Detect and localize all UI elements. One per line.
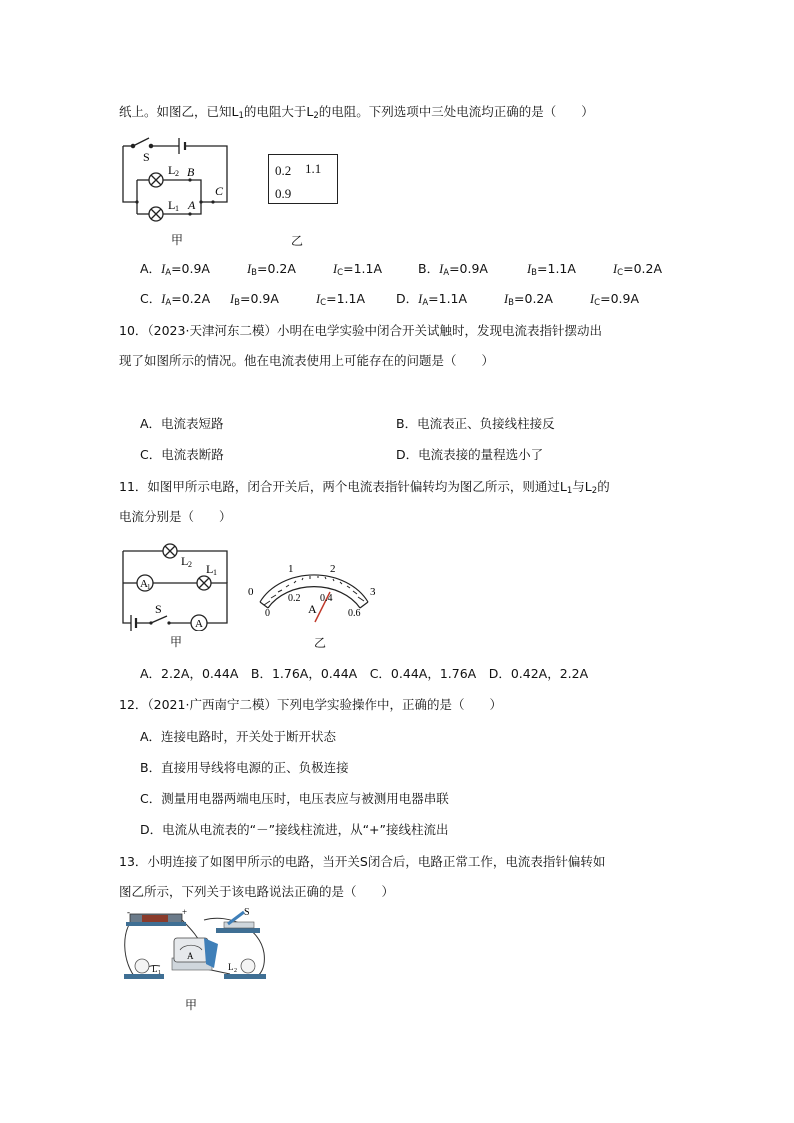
q9-caption-yi: 乙 [291, 234, 304, 248]
q9-stem [119, 103, 594, 125]
q9-option-c-ib: $I_B=0.9A$ [230, 291, 279, 308]
q13-switch-label: S [244, 908, 250, 918]
q9-box-value-2: 1.1 [305, 161, 322, 176]
q12-option-d: D．电流从电流表的“－”接线柱流进，从“+”接线柱流出 [140, 822, 449, 837]
q11-stem-line2: 电流分别是（ ） [119, 509, 232, 524]
q12-option-a: A．连接电路时，开关处于断开状态 [140, 729, 337, 744]
q13-ammeter-label: A [187, 951, 194, 961]
q11-label-L1-sub: 1 [213, 568, 217, 577]
q12-option-b: B．直接用导线将电源的正、负极连接 [140, 760, 349, 775]
q9-option-a: A．$I_A=0.9A$ [140, 261, 210, 278]
q11-dial-bottom-0.6: 0.6 [348, 608, 361, 619]
q9-sub-2: 2 [313, 111, 319, 121]
q9-stem-text-a: 纸上。如图乙，已知L [119, 104, 239, 119]
q9-sub-1: 1 [238, 111, 244, 121]
q13-label-L1-sub: 1 [158, 970, 161, 976]
q13-label-L1: L [152, 964, 158, 974]
q10-option-c: C．电流表断路 [140, 447, 224, 462]
q10-option-b: B．电流表正、负接线柱接反 [396, 416, 555, 431]
q11-dial-unit: A [308, 602, 317, 616]
q12-stem: 12．（2021·广西南宁二模）下列电学实验操作中，正确的是（ ） [119, 697, 502, 712]
q9-option-a-ib: $I_B=0.2A$ [247, 261, 296, 278]
q11-ammeter-a1: A [140, 578, 148, 590]
q13-label-L2: L [228, 962, 234, 972]
q11-ammeter-dial-yi [244, 560, 384, 626]
q11-dial-top-1: 1 [288, 563, 294, 575]
q11-options: A．2.2A，0.44A B．1.76A，0.44A C．0.44A，1.76A D．0.42A，2.2A [140, 666, 589, 681]
q9-option-b: B．$I_A=0.9A$ [418, 261, 488, 278]
q9-label-A: A [188, 198, 196, 212]
q11-ammeter-a: A [195, 618, 203, 630]
q9-option-c-ic: $I_C=1.1A$ [316, 291, 366, 308]
q11-dial-top-3: 3 [370, 586, 376, 598]
q11-caption-yi: 乙 [314, 636, 327, 650]
q12-option-c: C．测量用电器两端电压时，电压表应与被测用电器串联 [140, 791, 449, 806]
q11-dial-bottom-0: 0 [265, 608, 270, 619]
q9-label-C: C [215, 184, 224, 198]
q11-label-L2-sub: 2 [188, 560, 192, 569]
q9-stem-text-c: 的电阻。下列选项中三处电流均正确的是（ ） [318, 104, 594, 119]
q11-dial-top-2: 2 [330, 563, 336, 575]
q11-dial-top-0: 0 [248, 586, 254, 598]
q9-option-d-ib: $I_B=0.2A$ [504, 291, 553, 308]
q9-option-b-ic: $I_C=0.2A$ [613, 261, 663, 278]
q13-stem-line1: 13．小明连接了如图甲所示的电路，当开关S闭合后，电路正常工作，电流表指针偏转如 [119, 854, 606, 869]
q9-option-d-ic: $I_C=0.9A$ [590, 291, 640, 308]
q13-circuit-photo-jia [120, 908, 270, 990]
q13-caption-jia: 甲 [185, 998, 198, 1012]
q9-box-value-3: 0.9 [275, 186, 292, 201]
q9-label-B: B [187, 165, 195, 179]
q11-dial-bottom-0.4: 0.4 [320, 593, 333, 604]
q11-ammeter-a1-sub: 1 [147, 583, 151, 591]
q10-option-a: A．电流表短路 [140, 416, 224, 431]
q9-label-L1-sub: 1 [175, 204, 179, 213]
q11-label-L2: L [181, 554, 189, 568]
q9-label-L2: L [168, 163, 176, 177]
q13-stem-line2: 图乙所示，下列关于该电路说法正确的是（ ） [119, 884, 395, 899]
q9-option-a-ic: $I_C=1.1A$ [333, 261, 383, 278]
q9-stem-text-b: 的电阻大于L [243, 104, 314, 119]
q9-circuit-jia [115, 132, 240, 224]
q9-label-S: S [143, 150, 150, 164]
q9-option-b-ib: $I_B=1.1A$ [527, 261, 576, 278]
q9-option-d: D．$I_A=1.1A$ [396, 291, 468, 308]
q13-battery-minus: - [127, 908, 130, 917]
q11-circuit-jia [115, 543, 237, 631]
q11-dial-bottom-0.2: 0.2 [288, 593, 301, 604]
q10-stem-line2: 现了如图所示的情况。他在电流表使用上可能存在的问题是（ ） [119, 353, 495, 368]
q9-label-L1: L [168, 198, 176, 212]
q11-stem-line1: 11．如图甲所示电路，闭合开关后，两个电流表指针偏转均为图乙所示，则通过$L_1$与$L_2$的 [119, 479, 610, 496]
q10-option-d: D．电流表接的量程选小了 [396, 447, 544, 462]
q10-stem-line1: 10．（2023·天津河东二模）小明在电学实验中闭合开关试触时，发现电流表指针摆动出 [119, 323, 602, 338]
q9-caption-jia: 甲 [171, 233, 184, 247]
q13-battery-plus: + [182, 908, 188, 917]
q9-label-L2-sub: 2 [175, 169, 179, 178]
q11-caption-jia: 甲 [170, 635, 183, 649]
q11-label-L1: L [206, 562, 214, 576]
q9-option-c: C．$I_A=0.2A$ [140, 291, 211, 308]
q9-box-value-1: 0.2 [275, 163, 292, 178]
q13-label-L2-sub: 2 [234, 968, 237, 974]
q11-label-S: S [155, 602, 162, 616]
